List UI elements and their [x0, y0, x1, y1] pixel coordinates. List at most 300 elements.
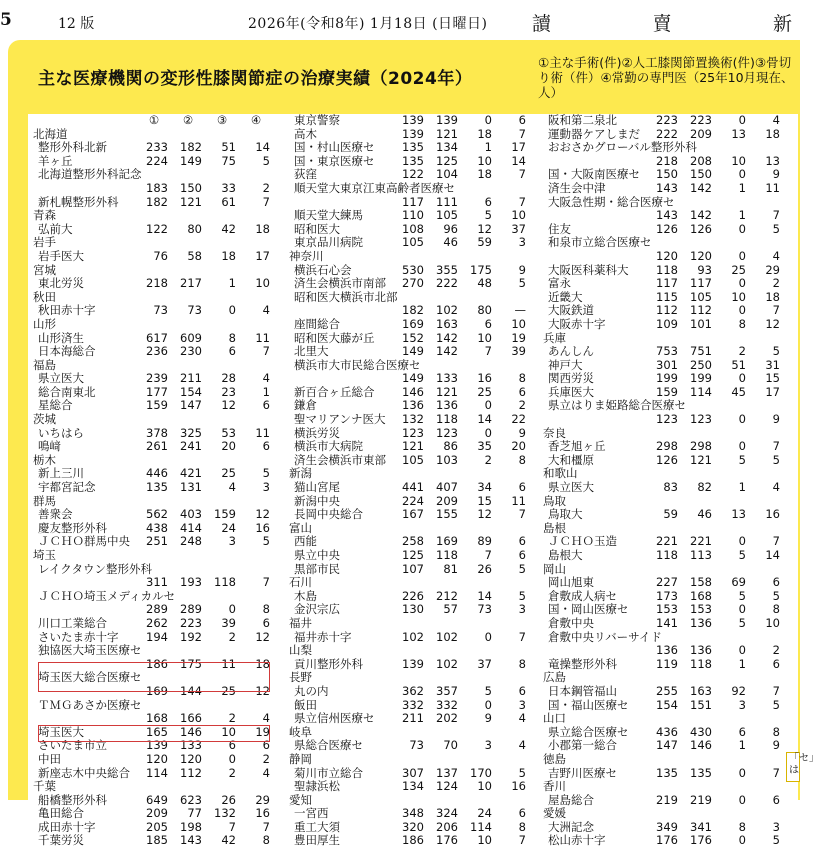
value-cell: 8: [738, 316, 746, 331]
value-cell: 7: [772, 303, 780, 318]
value-cell: 105: [402, 235, 424, 250]
value-cell: 146: [180, 724, 202, 739]
table-row: [538, 209, 798, 223]
value-cell: 136: [690, 643, 712, 658]
table-row: [28, 658, 288, 672]
prefecture-heading: [284, 726, 544, 740]
prefecture-heading: [28, 413, 288, 427]
value-cell: 59: [477, 235, 492, 250]
value-cell: 120: [180, 751, 202, 766]
value-cell: 182: [402, 303, 424, 318]
table-row: [284, 535, 544, 549]
value-cell: 115: [656, 289, 678, 304]
table-row: [284, 712, 544, 726]
hospital-name: 秋田赤十字: [38, 303, 96, 318]
table-row: [284, 413, 544, 427]
value-cell: 37: [511, 221, 526, 236]
hospital-name: 西能: [294, 534, 317, 549]
value-cell: 89: [477, 534, 492, 549]
value-cell: 0: [484, 113, 492, 127]
value-cell: 122: [402, 167, 424, 182]
table-row: [28, 332, 288, 346]
prefecture-name: 山梨: [289, 643, 312, 658]
newspaper-name: [532, 9, 792, 36]
hospital-name: 鳴﨑: [38, 439, 61, 454]
table-row: [284, 440, 544, 454]
value-cell: 96: [443, 221, 458, 236]
value-cell: 42: [221, 221, 236, 236]
hospital-name: 近畿大: [548, 289, 583, 304]
value-cell: 163: [690, 683, 712, 698]
value-cell: 152: [402, 330, 424, 345]
value-cell: 51: [731, 357, 746, 372]
value-cell: 136: [402, 398, 424, 413]
table-row: [284, 114, 544, 128]
table-row: [28, 182, 288, 196]
table-row: [28, 794, 288, 808]
value-cell: 18: [255, 221, 270, 236]
hospital-name: 鳥取大: [548, 507, 583, 522]
value-cell: 139: [402, 113, 424, 127]
table-row: [538, 454, 798, 468]
hospital-name: 国・村山医療セ: [294, 140, 375, 155]
value-cell: 224: [146, 153, 168, 168]
hospital-name: 中田: [38, 751, 61, 766]
hospital-name: 昭和医大横浜市北部: [294, 289, 398, 304]
value-cell: 101: [690, 316, 712, 331]
hospital-name: 大和橿原: [548, 452, 594, 467]
value-cell: 169: [402, 316, 424, 331]
value-cell: 169: [436, 534, 458, 549]
value-cell: 150: [656, 167, 678, 182]
value-cell: 12: [221, 398, 236, 413]
value-cell: 1: [228, 276, 236, 291]
value-cell: 2: [484, 452, 492, 467]
page-number: 5: [0, 10, 12, 30]
value-cell: 24: [477, 806, 492, 821]
value-cell: 142: [436, 344, 458, 359]
table-row: [284, 834, 544, 848]
value-cell: 149: [402, 371, 424, 386]
value-cell: 122: [146, 221, 168, 236]
prefecture-name: 福島: [33, 357, 56, 372]
value-cell: 421: [180, 466, 202, 481]
value-cell: 133: [436, 371, 458, 386]
value-cell: —: [514, 303, 526, 318]
value-cell: 12: [255, 507, 270, 522]
table-row: [28, 644, 288, 658]
prefecture-heading: [538, 332, 798, 346]
value-cell: 193: [180, 575, 202, 590]
table-row: [284, 264, 544, 278]
table-row: [538, 345, 798, 359]
value-cell: 130: [402, 602, 424, 617]
value-cell: 212: [436, 588, 458, 603]
value-cell: 149: [402, 344, 424, 359]
hospital-name: 貢川整形外科: [294, 656, 363, 671]
hospital-name: 横浜市大病院: [294, 439, 363, 454]
hospital-name: 県総合医療セ: [294, 738, 363, 753]
value-cell: 3: [484, 738, 492, 753]
value-cell: 75: [221, 153, 236, 168]
value-cell: 10: [477, 330, 492, 345]
prefecture-heading: [538, 467, 798, 481]
value-cell: 118: [656, 548, 678, 562]
value-cell: 102: [436, 629, 458, 644]
value-cell: 143: [656, 208, 678, 223]
value-cell: 121: [690, 452, 712, 467]
value-cell: 16: [765, 507, 780, 522]
value-cell: 430: [690, 724, 712, 739]
hospital-name: 竜操整形外科: [548, 656, 617, 671]
hospital-name: 大阪赤十字: [548, 316, 606, 331]
hospital-name: 倉敷中央リバーサイド: [548, 629, 662, 644]
hospital-name: 埼玉医大: [38, 724, 84, 739]
value-cell: 12: [477, 507, 492, 522]
value-cell: 199: [656, 371, 678, 386]
value-cell: 118: [656, 262, 678, 277]
value-cell: 175: [180, 656, 202, 671]
table-row: [538, 318, 798, 332]
hospital-name: 横浜石心会: [294, 262, 352, 277]
value-cell: 5: [262, 466, 270, 481]
value-cell: 5: [772, 344, 780, 359]
value-cell: 332: [436, 697, 458, 712]
value-cell: 241: [180, 439, 202, 454]
value-cell: 6: [738, 724, 746, 739]
table-row: [28, 427, 288, 441]
value-cell: 8: [518, 656, 526, 671]
value-cell: 3: [228, 534, 236, 549]
table-row: [284, 658, 544, 672]
table-row: [284, 454, 544, 468]
table-row: [284, 590, 544, 604]
value-cell: 233: [146, 140, 168, 155]
value-cell: 0: [738, 303, 746, 318]
value-cell: 258: [402, 534, 424, 549]
value-cell: 118: [690, 656, 712, 671]
table-row: [538, 291, 798, 305]
value-cell: 5: [772, 833, 780, 848]
value-cell: 6: [484, 194, 492, 209]
value-cell: 53: [221, 425, 236, 440]
table-row: [284, 685, 544, 699]
value-cell: 121: [402, 439, 424, 454]
table-row: [28, 481, 288, 495]
value-cell: 5: [772, 697, 780, 712]
value-cell: 198: [180, 819, 202, 834]
table-row: [28, 563, 288, 577]
issue-date: 2026年(令和8年) 1月18日 (日曜日): [248, 16, 488, 32]
value-cell: 18: [765, 289, 780, 304]
value-cell: 0: [738, 765, 746, 780]
value-cell: 16: [255, 520, 270, 535]
value-cell: 378: [146, 425, 168, 440]
value-cell: 0: [738, 248, 746, 263]
value-cell: 166: [180, 711, 202, 726]
value-cell: 6: [772, 656, 780, 671]
article-title: 主な医療機関の変形性膝関節症の治療実績（2024年）: [38, 69, 473, 89]
value-cell: 135: [656, 765, 678, 780]
value-cell: 192: [180, 629, 202, 644]
value-cell: 185: [146, 833, 168, 848]
value-cell: 8: [262, 833, 270, 848]
table-row: [284, 739, 544, 753]
table-row: [284, 359, 544, 373]
value-cell: 5: [738, 452, 746, 467]
value-cell: 0: [738, 534, 746, 549]
value-cell: 9: [772, 738, 780, 753]
table-row: [538, 535, 798, 549]
prefecture-name: 長野: [289, 670, 312, 685]
value-cell: 4: [772, 480, 780, 495]
value-cell: 10: [255, 276, 270, 291]
value-cell: 17: [765, 384, 780, 399]
hospital-name: 済生会横浜市東部: [294, 452, 386, 467]
value-cell: 123: [690, 412, 712, 427]
hospital-name: 岡山旭東: [548, 575, 594, 590]
hospital-name: 猫山宮尾: [294, 480, 340, 495]
value-cell: 46: [697, 507, 712, 522]
value-cell: 18: [477, 167, 492, 182]
value-cell: 80: [477, 303, 492, 318]
value-cell: 173: [656, 588, 678, 603]
value-cell: 114: [470, 819, 492, 834]
value-cell: 298: [656, 439, 678, 454]
value-cell: 102: [402, 629, 424, 644]
value-cell: 120: [656, 248, 678, 263]
prefecture-heading: [538, 563, 798, 577]
value-cell: 17: [511, 140, 526, 155]
prefecture-name: 福井: [289, 615, 312, 630]
value-cell: 57: [443, 602, 458, 617]
value-cell: 7: [772, 683, 780, 698]
hospital-name: 新百合ヶ丘総合: [294, 384, 375, 399]
value-cell: 42: [221, 833, 236, 848]
value-cell: 114: [146, 765, 168, 780]
hospital-name: 亀田総合: [38, 806, 84, 821]
value-cell: 134: [402, 779, 424, 794]
prefecture-heading: [28, 291, 288, 305]
value-cell: 324: [436, 806, 458, 821]
value-cell: 2: [518, 398, 526, 413]
value-cell: 236: [146, 344, 168, 359]
value-cell: 114: [690, 384, 712, 399]
value-cell: 219: [690, 792, 712, 807]
value-cell: 136: [656, 643, 678, 658]
column-header: ②: [182, 113, 194, 127]
prefecture-heading: [284, 522, 544, 536]
hospital-name: 昭和医大: [294, 221, 340, 236]
value-cell: 34: [477, 480, 492, 495]
table-row: [538, 481, 798, 495]
value-cell: 2: [262, 751, 270, 766]
value-cell: 270: [402, 276, 424, 291]
hospital-name: 国・東京医療セ: [294, 153, 375, 168]
value-cell: 80: [187, 221, 202, 236]
hospital-name: 新座志木中央総合: [38, 765, 130, 780]
prefecture-name: 岩手: [33, 235, 56, 250]
value-cell: 73: [477, 602, 492, 617]
hospital-name: 小郡第一総合: [548, 738, 617, 753]
value-cell: 168: [690, 588, 712, 603]
table-row: [28, 372, 288, 386]
value-cell: 0: [738, 412, 746, 427]
prefecture-name: 茨城: [33, 412, 56, 427]
value-cell: 163: [436, 316, 458, 331]
prefecture-name: 青森: [33, 208, 56, 223]
value-cell: 6: [228, 344, 236, 359]
hospital-name: 豊田厚生: [294, 833, 340, 848]
column-header: ③: [216, 113, 228, 127]
value-cell: 141: [656, 615, 678, 630]
table-row: [538, 372, 798, 386]
value-cell: 1: [262, 384, 270, 399]
value-cell: 25: [221, 683, 236, 698]
hospital-name: いちはら: [38, 425, 84, 440]
table-row: [28, 807, 288, 821]
prefecture-heading: [284, 250, 544, 264]
value-cell: 93: [697, 262, 712, 277]
hospital-name: 東京警察: [294, 113, 340, 127]
value-cell: 7: [262, 344, 270, 359]
hospital-name: 成田赤十字: [38, 819, 96, 834]
hospital-name: 横浜労災: [294, 425, 340, 440]
value-cell: 102: [436, 656, 458, 671]
table-row: [284, 155, 544, 169]
value-cell: 121: [436, 126, 458, 141]
value-cell: 18: [255, 656, 270, 671]
value-cell: 403: [180, 507, 202, 522]
hospital-name: 県立医大: [548, 480, 594, 495]
value-cell: 3: [772, 819, 780, 834]
value-cell: 131: [180, 480, 202, 495]
value-cell: 112: [656, 303, 678, 318]
value-cell: 2: [228, 765, 236, 780]
prefecture-heading: [538, 753, 798, 767]
hospital-name: 東京品川病院: [294, 235, 363, 250]
hospital-name: 川口工業総合: [38, 615, 107, 630]
prefecture-heading: [284, 467, 544, 481]
hospital-name: 整形外科北新: [38, 140, 107, 155]
table-row: [538, 658, 798, 672]
value-cell: 7: [772, 534, 780, 549]
value-cell: 4: [262, 371, 270, 386]
table-row: [538, 699, 798, 713]
hospital-name: さいたま市立: [38, 738, 107, 753]
prefecture-heading: [28, 359, 288, 373]
table-row: [28, 834, 288, 848]
value-cell: 5: [772, 221, 780, 236]
value-cell: 301: [656, 357, 678, 372]
value-cell: 19: [255, 724, 270, 739]
hospital-name: 国・福山医療セ: [548, 697, 629, 712]
hospital-name: レイクタウン整形外科: [38, 561, 152, 576]
table-row: [28, 712, 288, 726]
value-cell: 136: [436, 398, 458, 413]
value-cell: 250: [690, 357, 712, 372]
table-row: [538, 182, 798, 196]
value-cell: 82: [697, 480, 712, 495]
value-cell: 142: [690, 208, 712, 223]
value-cell: 5: [262, 534, 270, 549]
value-cell: 144: [180, 683, 202, 698]
masthead: [0, 0, 800, 40]
value-cell: 104: [436, 167, 458, 182]
value-cell: 10: [221, 724, 236, 739]
value-cell: 7: [772, 439, 780, 454]
value-cell: 6: [518, 113, 526, 127]
value-cell: 1: [484, 140, 492, 155]
value-cell: 9: [484, 711, 492, 726]
hospital-name: 横浜市大市民総合医療セ: [294, 357, 421, 372]
value-cell: 69: [731, 575, 746, 590]
prefecture-name: 富山: [289, 520, 312, 535]
newspaper-name-char: 新: [772, 13, 792, 35]
value-cell: 5: [738, 548, 746, 562]
hospital-name: 順天堂大東京江東高齢者医療セ: [294, 180, 455, 195]
value-cell: 15: [765, 371, 780, 386]
table-row: [284, 182, 544, 196]
hospital-name: おおさかグローバル整形外科: [548, 140, 697, 155]
value-cell: 8: [518, 371, 526, 386]
value-cell: 146: [402, 384, 424, 399]
table-row: [284, 631, 544, 645]
table-row: [538, 223, 798, 237]
hospital-name: 県立医大: [38, 371, 84, 386]
value-cell: 1: [738, 480, 746, 495]
value-cell: 117: [656, 276, 678, 291]
value-cell: 107: [402, 561, 424, 576]
value-cell: 262: [146, 615, 168, 630]
hospital-name: 丸の内: [294, 683, 329, 698]
value-cell: 5: [738, 615, 746, 630]
value-cell: 73: [187, 303, 202, 318]
value-cell: 2: [262, 180, 270, 195]
value-cell: 83: [663, 480, 678, 495]
hospital-name: 県立総合医療セ: [548, 724, 629, 739]
prefecture-name: 埼玉: [33, 548, 56, 562]
value-cell: 147: [656, 738, 678, 753]
value-cell: 9: [772, 167, 780, 182]
table-row: [28, 576, 288, 590]
hospital-name: 倉敷成人病セ: [548, 588, 617, 603]
hospital-name: 東北労災: [38, 276, 84, 291]
value-cell: 4: [262, 303, 270, 318]
table-row: [28, 726, 288, 740]
value-cell: 102: [436, 303, 458, 318]
value-cell: 7: [772, 765, 780, 780]
value-cell: 2: [738, 344, 746, 359]
value-cell: 211: [180, 371, 202, 386]
value-cell: 177: [146, 384, 168, 399]
value-cell: 325: [180, 425, 202, 440]
prefecture-heading: [28, 264, 288, 278]
value-cell: 211: [402, 711, 424, 726]
value-cell: 349: [656, 819, 678, 834]
value-cell: 11: [765, 180, 780, 195]
table-row: [28, 535, 288, 549]
value-cell: 1: [738, 738, 746, 753]
value-cell: 159: [146, 398, 168, 413]
value-cell: 7: [262, 819, 270, 834]
hospital-name: 菊川市立総合: [294, 765, 363, 780]
value-cell: 7: [518, 167, 526, 182]
value-cell: 7: [518, 194, 526, 209]
value-cell: 0: [738, 602, 746, 617]
value-cell: 753: [656, 344, 678, 359]
value-cell: 169: [146, 683, 168, 698]
